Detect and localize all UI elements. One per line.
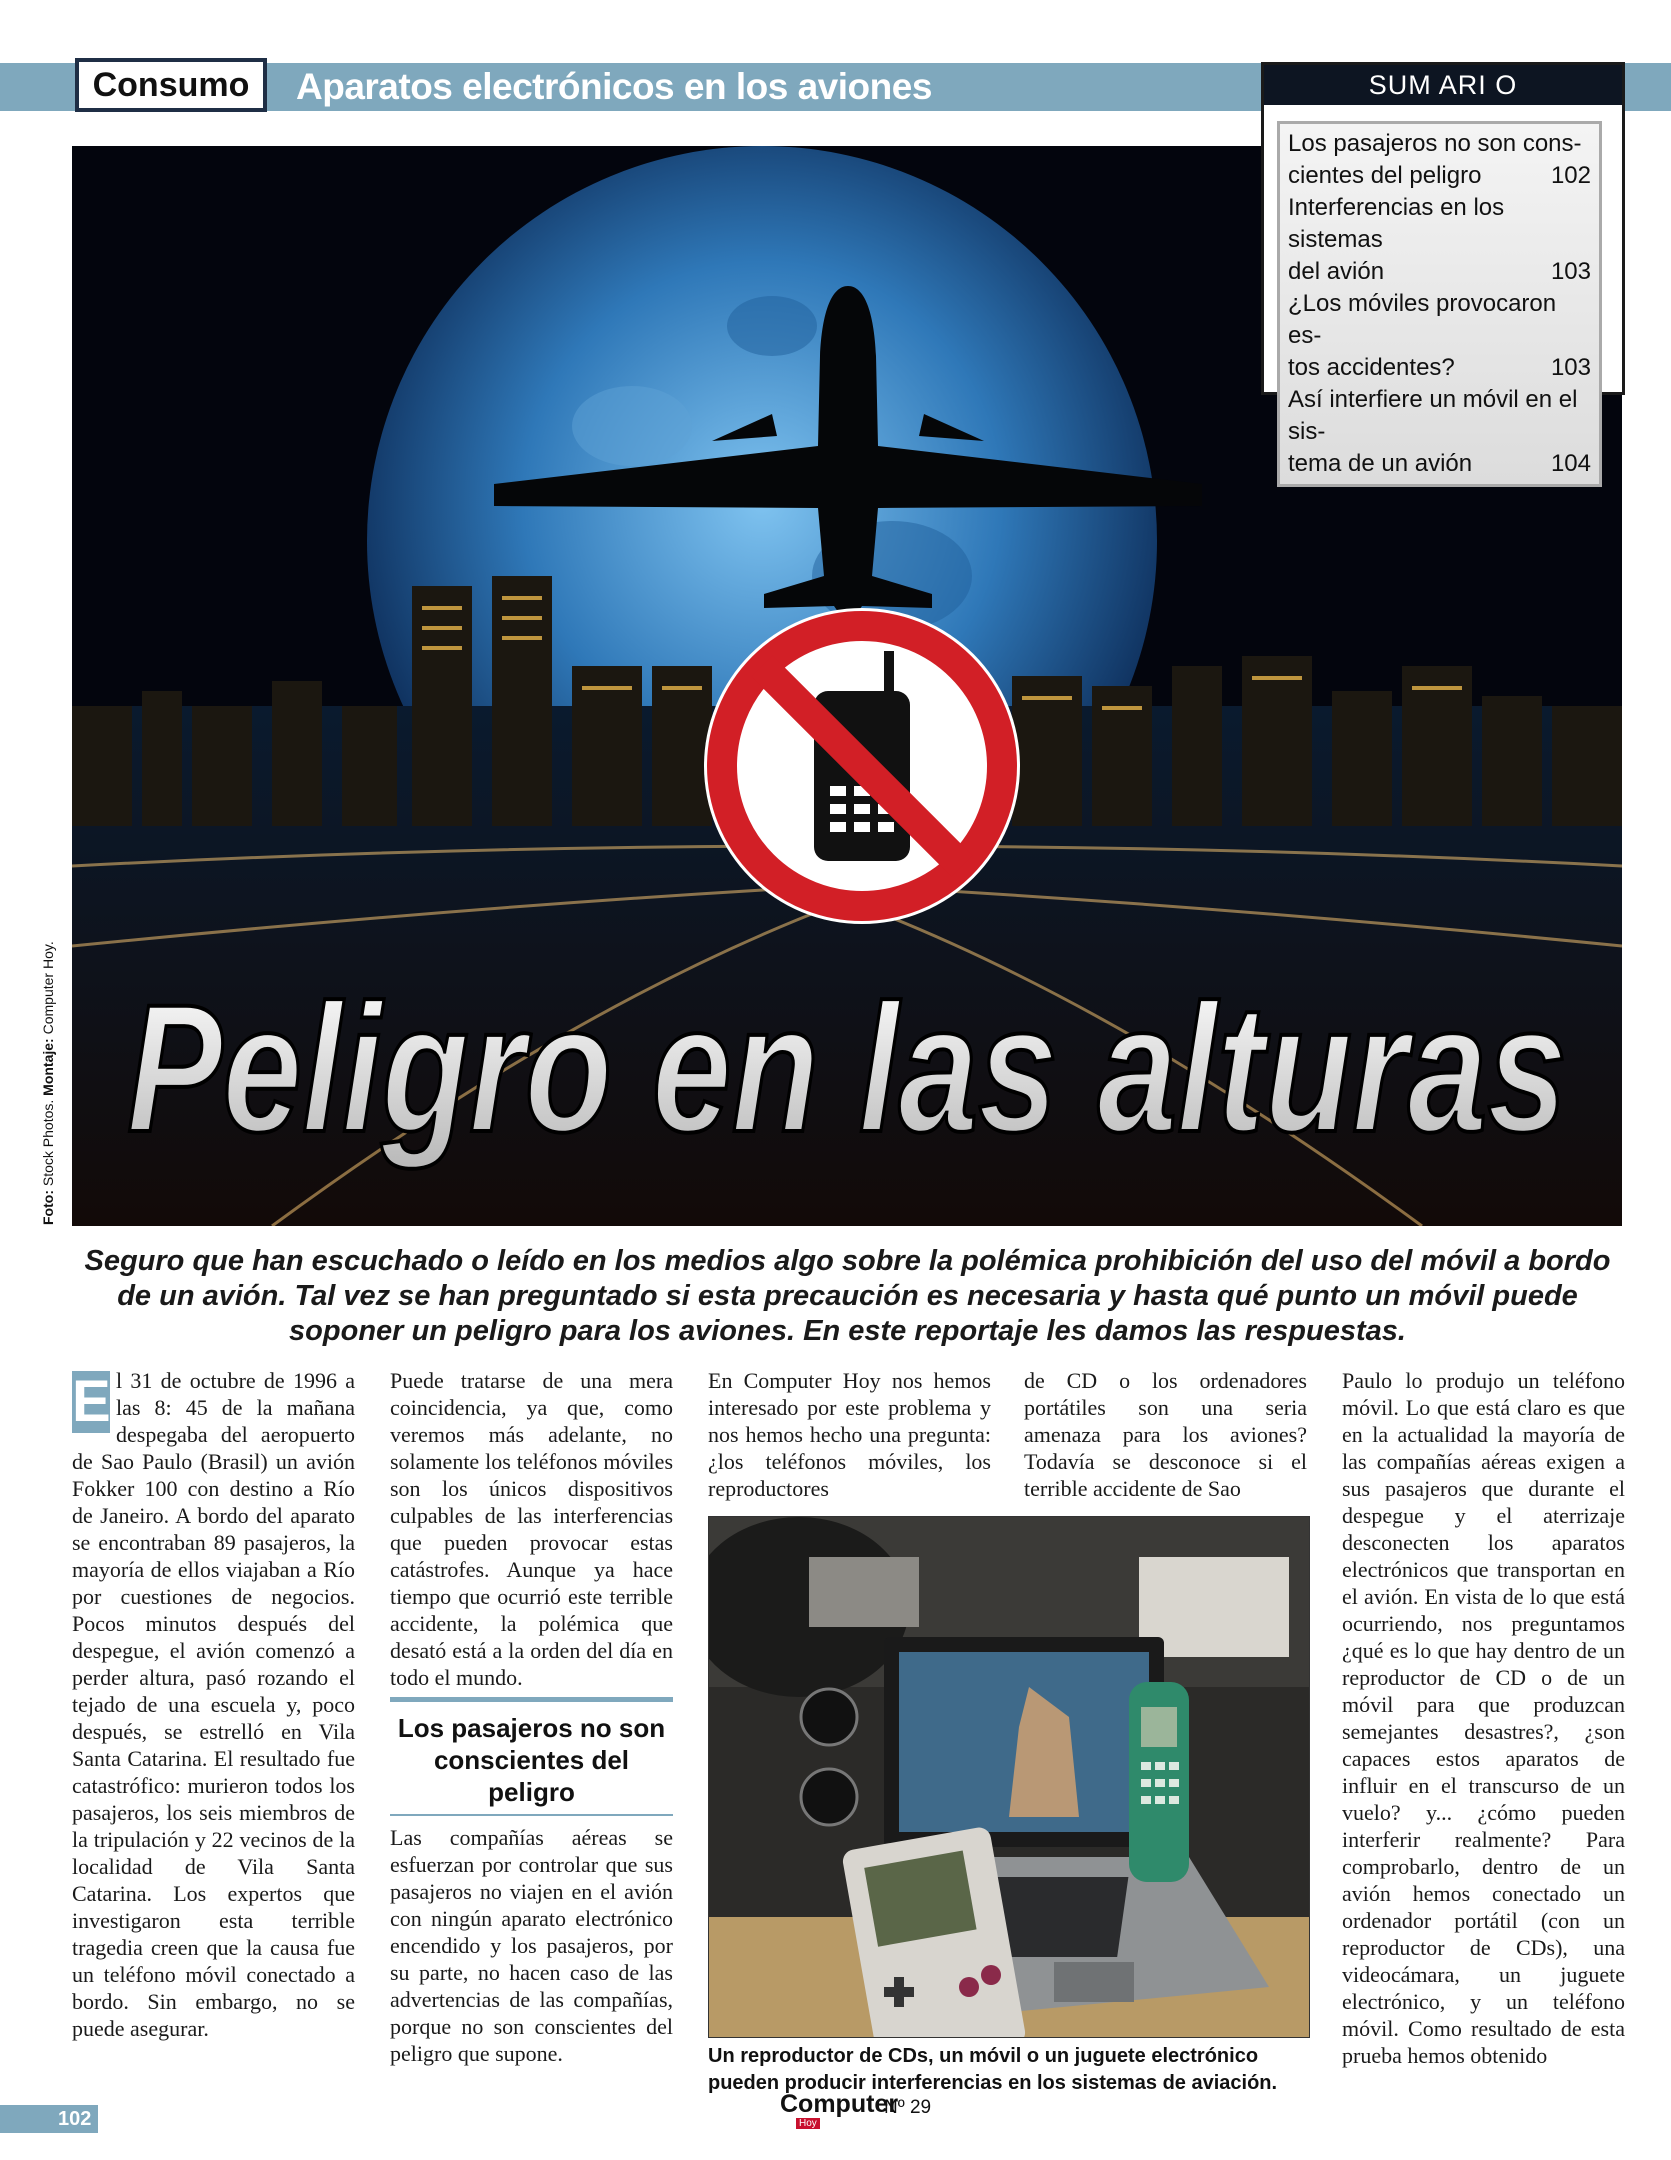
page-number: 102 [58, 2107, 92, 2130]
hero-title: Peligro en las alturas [127, 966, 1567, 1170]
no-phone-sign-icon [704, 608, 1020, 924]
photo-caption: Un reproductor de CDs, un móvil o un juguete electrónico pueden producir interferencias en los sistemas de aviación. [708, 2045, 1278, 2094]
article-topic: Aparatos electrónicos en los aviones [296, 66, 932, 107]
drop-cap: E [72, 1369, 111, 1434]
section-label: Consumo [75, 58, 267, 112]
body-text: de CD o los ordenadores portátiles son una seria amenaza para los aviones? Todavía se desconoce si el terrible accidente de Sao [1024, 1368, 1307, 1501]
sumario-page: 104 [1550, 450, 1591, 477]
sumario-line: Los pasajeros no son cons- [1288, 130, 1582, 157]
article-column-1 [72, 1367, 355, 2042]
article-column-5 [1342, 1367, 1625, 2069]
sumario-page: 102 [1550, 162, 1591, 189]
subhead-rule [390, 1697, 673, 1702]
body-text: En Computer Hoy nos hemos interesado por este problema y nos hemos hecho una pregunta: ¿los teléfonos móviles, los reproductores [708, 1368, 991, 1501]
sumario-line[interactable]: tos accidentes? 103 [1288, 352, 1591, 384]
sumario-title: SUM ARI O [1264, 65, 1622, 105]
credit-label-montaje: Montaje: [40, 1038, 56, 1096]
credit-value-montaje: Computer Hoy. [40, 941, 56, 1035]
sumario-line: Así interfiere un móvil en el sis- [1288, 386, 1578, 445]
photo-illustration [709, 1517, 1309, 2037]
sumario-line[interactable]: cientes del peligro 102 [1288, 160, 1591, 192]
subhead-divider [390, 1814, 673, 1816]
body-text: Las compañías aéreas se esfuerzan por controlar que sus pasajeros no viajen en el avión con ningún aparato electrónico encendido y los pasajeros, por su parte, no hacen caso de las advertencias de las compañías, porque no son conscientes del peligro que supone. [390, 1825, 673, 2066]
photo-credit [40, 941, 56, 1225]
mobile-phone-icon [1129, 1682, 1189, 1882]
subheading: Los pasajeros no son conscientes del peligro [397, 1713, 666, 1807]
body-text: l 31 de octubre de 1996 a las 8: 45 de la mañana despegaba del aeropuerto de Sao Paulo (Brasil) un avión Fokker 100 con destino a Río de Janeiro. A bordo del aparato se encontraban 89 pasajeros, la mayoría de ellos viajaban a Río por cuestiones de negocios. Pocos minutos después del despegue, el avión comenzó a perder altura, pasó rozando el tejado de una escuela y, poco después, se estrelló en Vila Santa Catarina. El resultado fue catastrófico: murieron todos los pasajeros, los seis miembros de la tripulación y 22 vecinos de la localidad de Vila Santa Catarina. Los expertos que investigaron esta terrible tragedia creen que la causa fue un teléfono móvil conectado a bordo. Sin embargo, no se puede asegurar. [72, 1368, 355, 2041]
article-column-2 [390, 1367, 673, 2067]
lead-paragraph: Seguro que han escuchado o leído en los medios algo sobre la polémica prohibición del uso del móvil a bordo de un avión. Tal vez se han preguntado si esta precaución es necesaria y hasta qué punto un móvil puede soponer un peligro para los aviones. En este reportaje les damos las respuestas. [84, 1245, 1611, 1347]
credit-value-foto: Stock Photos. [40, 1099, 56, 1187]
body-text: Paulo lo produjo un teléfono móvil. Lo que está claro es que en la actualidad la mayoría de las compañías aéreas exigen a sus pasajeros que durante el despegue y el aterrizaje desconecten los aparatos electrónicos que transportan en el avión. En vista de lo que está ocurriendo, nos preguntamos ¿qué es lo que hay dentro de un reproductor de CD o de un móvil para que produzcan semejantes desastres?, ¿son capaces estos aparatos de influir en el transcurso de un vuelo? y... ¿cómo pueden interferir realmente? Para comprobarlo, dentro de un avión hemos conectado un ordenador portátil (con un reproductor de CDs), una videocámara, un juguete electrónico, y un teléfono móvil. Como resultado de esta prueba hemos obtenido [1342, 1368, 1625, 2068]
article-photo [708, 1516, 1310, 2038]
sumario-box [1261, 62, 1625, 477]
sumario-line[interactable]: tema de un avión 104 [1288, 448, 1591, 480]
sumario-line: ¿Los móviles provocaron es- [1288, 290, 1557, 349]
magazine-logo: Computer [780, 2090, 899, 2118]
body-text: Puede tratarse de una mera coincidencia, ya que, como veremos más adelante, no solamente los teléfonos móviles son los únicos dispositivos culpables de las interferencias que pueden provocar estas catástrofes. Aunque ya hace tiempo que ocurrió este terrible accidente, la polémica que desató está a la orden del día en todo el mundo. [390, 1368, 673, 1690]
sumario-line[interactable]: del avión 103 [1288, 256, 1591, 288]
credit-label-foto: Foto: [40, 1190, 56, 1225]
magazine-logo-tag: Hoy [796, 2118, 820, 2129]
sumario-page: 103 [1550, 258, 1591, 285]
article-column-3 [708, 1367, 991, 1502]
issue-number: Nº 29 [884, 2097, 932, 2118]
sumario-page: 103 [1550, 354, 1591, 381]
sumario-list [1277, 121, 1602, 487]
article-column-4 [1024, 1367, 1307, 1502]
sumario-line: Interferencias en los sistemas [1288, 194, 1505, 253]
